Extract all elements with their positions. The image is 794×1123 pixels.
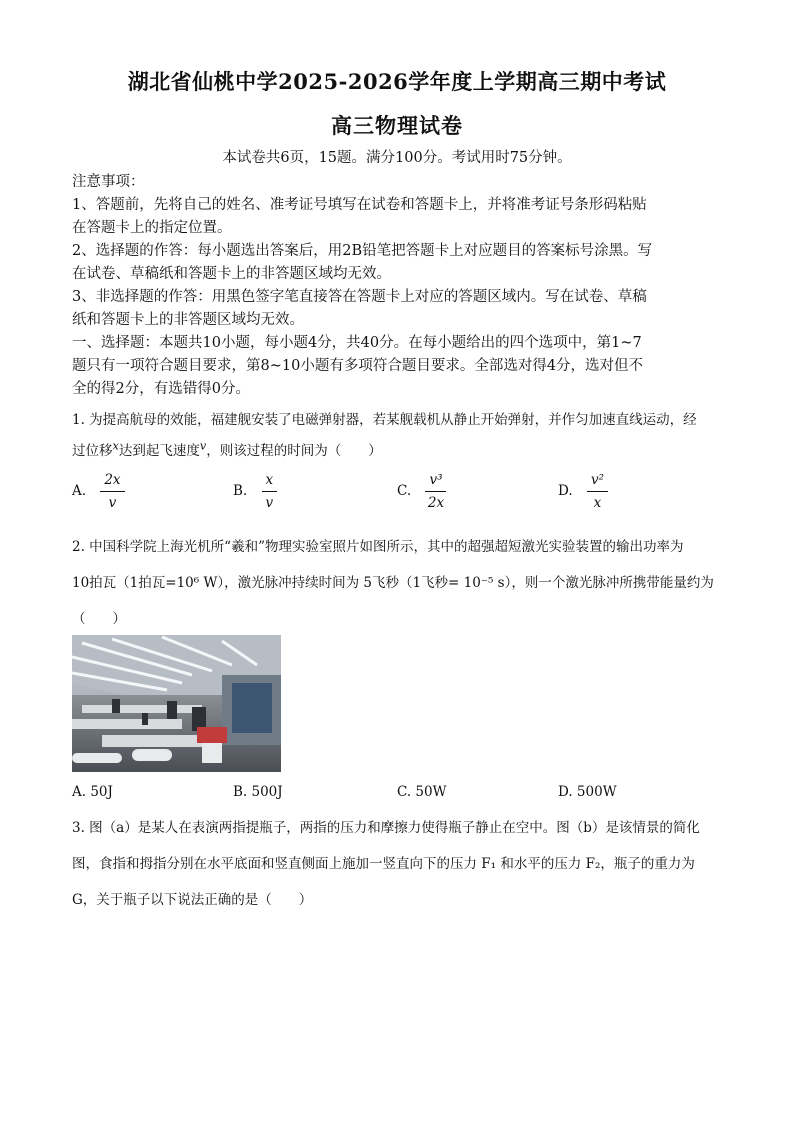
notice-heading: 注意事项： (72, 174, 145, 190)
question-1-option-b[interactable]: B. $\frac{x}{v}$ (233, 472, 277, 511)
section-instruction: 题只有一项符合题目要求，第8~10小题有多项符合题目要求。全部选对得4分，选对但不 (72, 358, 644, 374)
question-2-text: 2. 中国科学院上海光机所“羲和”物理实验室照片如图所示，其中的超强超短激光实验装置的输出功率为 (72, 539, 684, 555)
question-2-text-3: （ ） (72, 611, 126, 627)
section-instruction: 全的得2分，有选错得0分。 (72, 381, 250, 397)
fraction: $\frac{2x}{v}$ (100, 472, 124, 511)
fraction: $\frac{\text{v²}}{x}$ (587, 472, 608, 511)
question-1-option-a[interactable]: A. $\frac{2x}{v}$ (72, 472, 125, 511)
notice-line: 3、非选择题的作答：用黑色签字笔直接答在答题卡上对应的答题区域内。写在试卷、草稿 (72, 289, 647, 305)
fraction: $\frac{x}{v}$ (262, 472, 278, 511)
exam-title: 湖北省仙桃中学2025-2026学年度上学期高三期中考试 (127, 69, 667, 94)
notice-line: 纸和答题卡上的非答题区域均无效。 (72, 312, 304, 328)
question-2-option-a[interactable]: A. 50J (72, 784, 113, 800)
question-2-text-2: 10拍瓦（1拍瓦=10⁶ W），激光脉冲持续时间为 5飞秒（1飞秒= 10⁻⁵ s），则一个激光脉冲所携带能量约为 (72, 575, 714, 591)
fraction: $\frac{\text{v³}}{2x}$ (425, 472, 446, 511)
question-3-text-2: 图，食指和拇指分别在水平底面和竖直侧面上施加一竖直向下的压力 F₁ 和水平的压力 F₂，瓶子的重力为 (72, 856, 695, 872)
notice-line: 在试卷、草稿纸和答题卡上的非答题区域均无效。 (72, 266, 391, 282)
question-1-option-d[interactable]: D. $\frac{\text{v²}}{x}$ (558, 472, 608, 511)
notice-line: 在答题卡上的指定位置。 (72, 220, 232, 236)
question-1-text-2: 过位移$^x$达到起飞速度$^v$，则该过程的时间为（ ） (72, 439, 382, 459)
question-3-text: 3. 图（a）是某人在表演两指提瓶子，两指的压力和摩擦力使得瓶子静止在空中。图（b）是该情景的简化 (72, 820, 700, 836)
laboratory-photo (72, 635, 281, 772)
question-2-option-c[interactable]: C. 50W (397, 784, 447, 800)
question-3-text-3: G，关于瓶子以下说法正确的是（ ） (72, 892, 313, 908)
exam-info: 本试卷共6页，15题。满分100分。考试用时75分钟。 (222, 150, 572, 166)
exam-subtitle: 高三物理试卷 (331, 113, 463, 138)
notice-line: 2、选择题的作答：每小题选出答案后，用2B铅笔把答题卡上对应题目的答案标号涂黑。写 (72, 243, 653, 259)
section-instruction: 一、选择题：本题共10小题，每小题4分，共40分。在每小题给出的四个选项中，第1~7 (72, 335, 642, 351)
question-1-text: 1. 为提高航母的效能，福建舰安装了电磁弹射器，若某舰载机从静止开始弹射，并作匀加速直线运动，经 (72, 412, 697, 428)
question-1-option-c[interactable]: C. $\frac{\text{v³}}{2x}$ (397, 472, 446, 511)
question-2-option-b[interactable]: B. 500J (233, 784, 283, 800)
question-2-option-d[interactable]: D. 500W (558, 784, 617, 800)
notice-line: 1、答题前，先将自己的姓名、准考证号填写在试卷和答题卡上，并将准考证号条形码粘贴 (72, 197, 647, 213)
